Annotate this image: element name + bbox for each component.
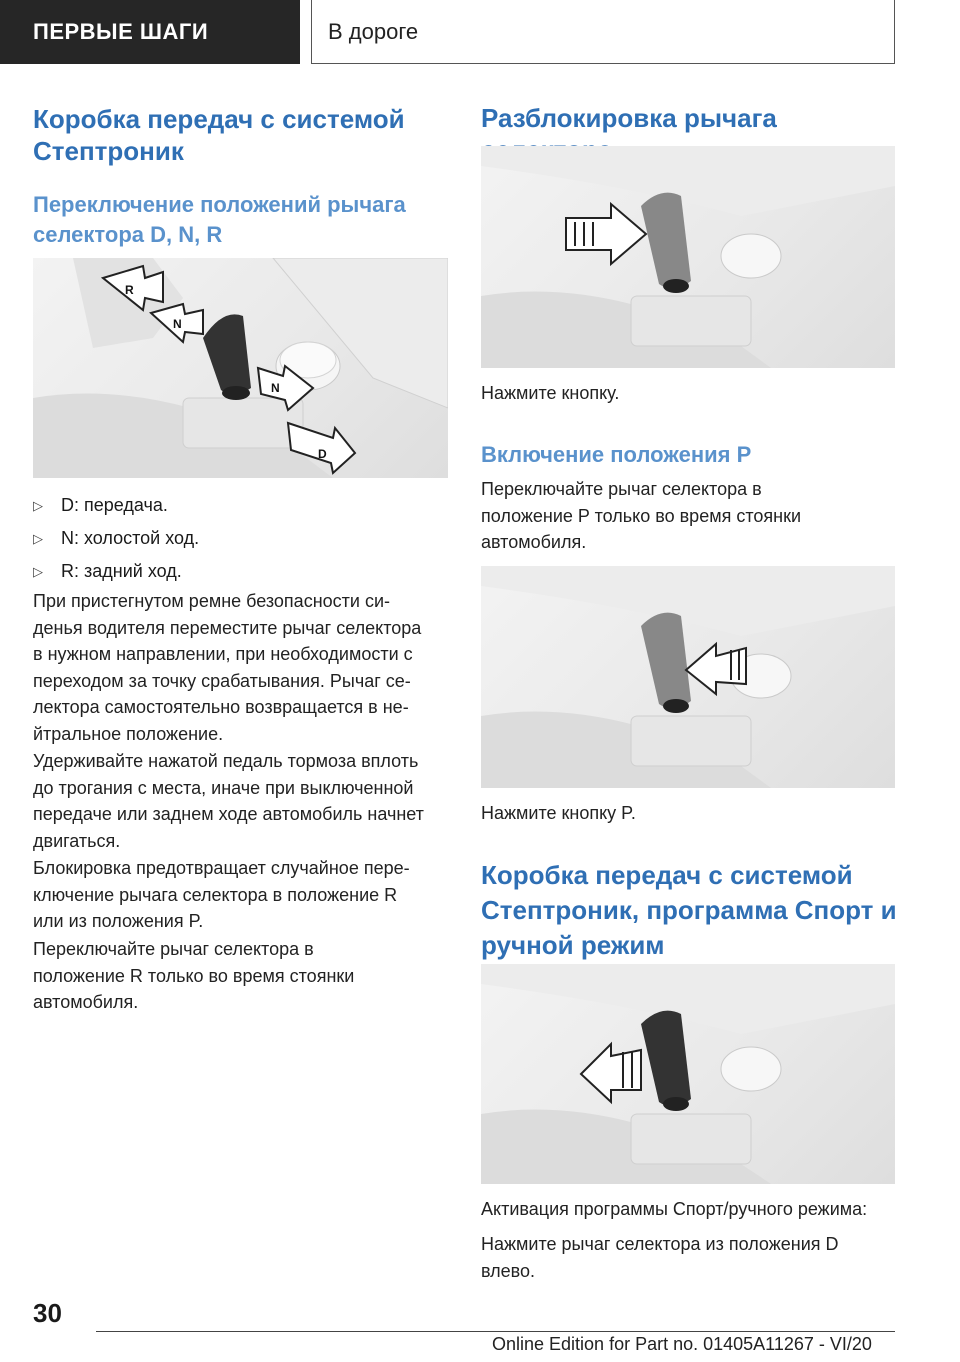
park-text: Переключайте рычаг селектора в положение P только во время стоянки автомобиля. [481, 479, 801, 552]
bullet-text: N: холостой ход. [61, 528, 200, 548]
sport-caption-1: Активация программы Спорт/ручного режима: [481, 1199, 868, 1219]
triangle-bullet-icon: ▷ [33, 564, 43, 579]
park-illustration [481, 566, 895, 788]
page-number: 30 [33, 1298, 62, 1328]
figure-label-r: R [125, 283, 134, 297]
paragraph-lock: Блокировка предотвращает случайное пере- ключение рычага селектора в положение R или из положения P. [33, 858, 410, 931]
unlock-title: Разблокировка рычага [481, 103, 777, 133]
unlock-caption: Нажмите кнопку. [481, 383, 620, 403]
section-header [0, 0, 300, 64]
triangle-bullet-icon: ▷ [33, 531, 43, 546]
bullet-r [33, 558, 182, 585]
bullet-n [33, 525, 199, 552]
sport-title: Коробка передач с системой Стептроник, программа Спорт и ручной режим [481, 860, 897, 960]
unlock-illustration [481, 146, 895, 368]
bullet-text: D: передача. [61, 495, 168, 515]
figure-label-n-1: N [173, 317, 182, 331]
triangle-bullet-icon: ▷ [33, 498, 43, 513]
bullet-text: R: задний ход. [61, 561, 182, 581]
bullet-d [33, 492, 168, 519]
paragraph-reverse: Переключайте рычаг селектора в положение R только во время стоянки автомобиля. [33, 939, 355, 1012]
shift-subtitle: Переключение положений рычага селектора D, N, R [33, 192, 406, 247]
steptronic-title: Коробка передач с системой Стептроник [33, 104, 405, 166]
park-title: Включение положения P [481, 442, 752, 467]
section-label: ПЕРВЫЕ ШАГИ [33, 19, 209, 44]
sport-illustration [481, 964, 895, 1184]
paragraph-shift: При пристегнутом ремне безопасности си- денья водителя переместите рычаг селектора в нужном направлении, при необходимости с переходом за точку срабатывания. Рычаг се- лектора самостоятельно возвращается в не- йтральное положение. [33, 591, 422, 744]
figure-label-d: D [318, 447, 327, 461]
park-caption: Нажмите кнопку P. [481, 803, 636, 823]
shift-illustration [33, 258, 448, 478]
paragraph-brake: Удерживайте нажатой педаль тормоза вплоть до трогания с места, иначе при выключенной передаче или заднем ходе автомобиль начнет двигаться. [33, 751, 424, 851]
footer-edition: Online Edition for Part no. 01405A11267 - VI/20 [492, 1334, 872, 1354]
sport-caption-2: Нажмите рычаг селектора из положения D влево. [481, 1234, 839, 1281]
chapter-label: В дороге [328, 18, 419, 44]
footer-divider [96, 1331, 895, 1332]
figure-label-n-2: N [271, 381, 280, 395]
chapter-header [311, 0, 895, 64]
